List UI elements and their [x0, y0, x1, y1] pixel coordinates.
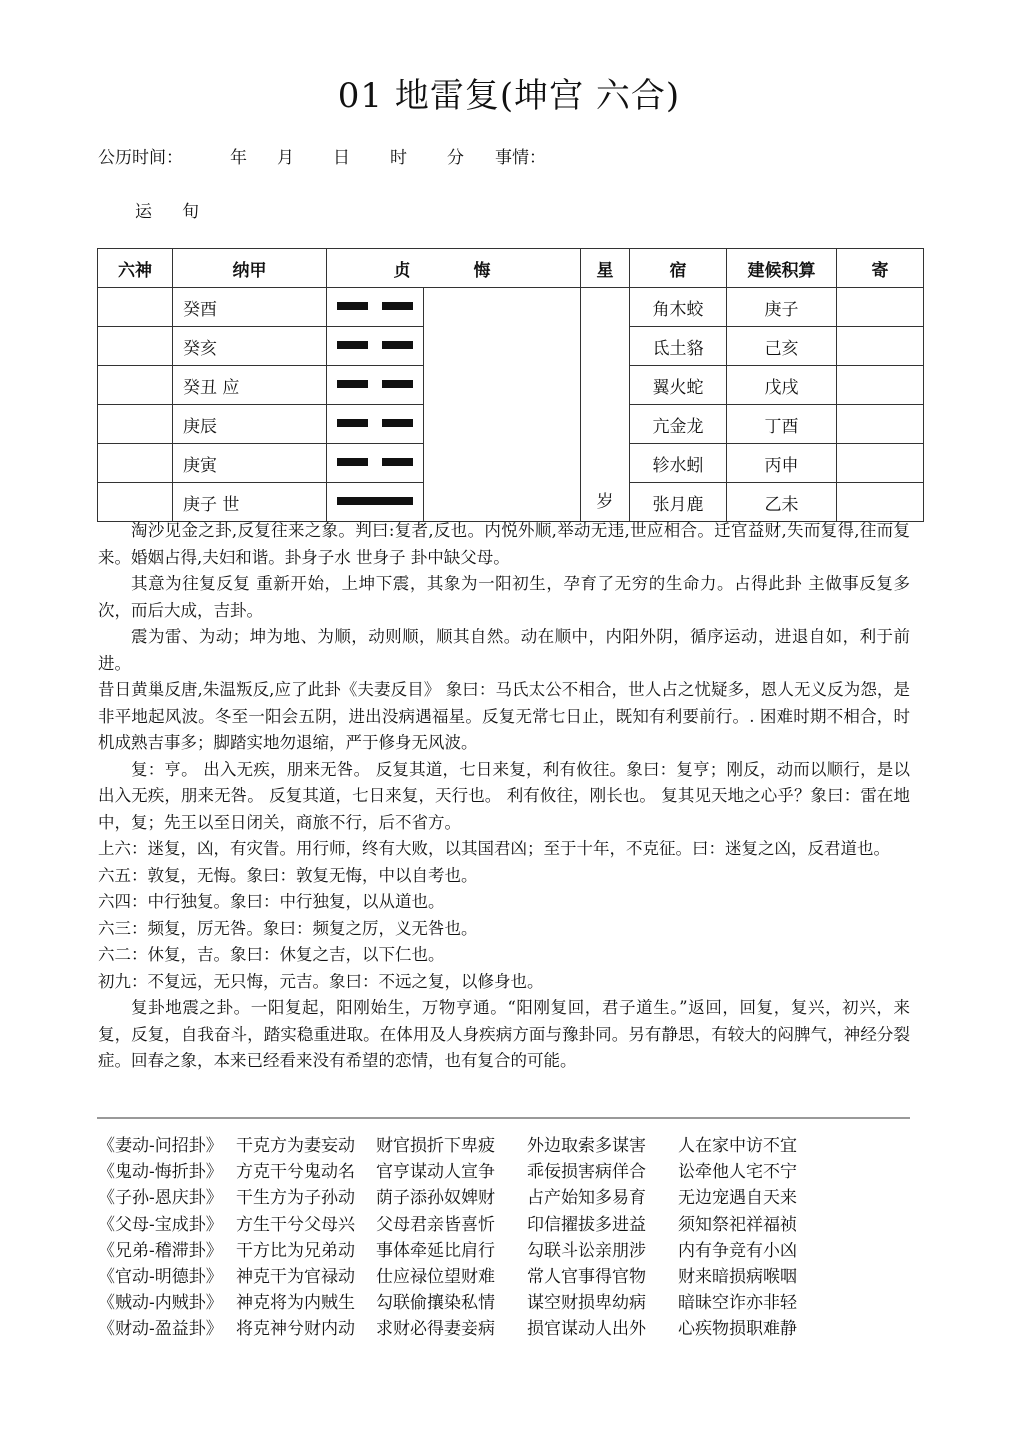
verse-table [98, 1133, 828, 1343]
verse-line: 勾联偷攘染私情 [376, 1293, 495, 1314]
section-divider [97, 1117, 910, 1119]
verse-title: 《父母-宝成卦》 [98, 1214, 223, 1235]
verse-line: 无边宠遇自天来 [678, 1188, 797, 1209]
liushen-cell [98, 405, 173, 444]
yang-line [337, 497, 409, 507]
verse-line: 方克干兮鬼动名 [236, 1162, 355, 1183]
yin-line [337, 302, 409, 312]
minute-label: 分 [447, 148, 464, 168]
yin-line-segment [337, 458, 368, 466]
verse-line: 损官谋动人出外 [527, 1319, 646, 1340]
xiu-cell: 张月鹿 [630, 483, 727, 522]
table-header-row [98, 249, 924, 288]
hexagram-table [97, 248, 924, 522]
yin-line-segment [382, 302, 413, 310]
verse-row [98, 1133, 828, 1159]
commentary-paragraph: 复：亨。 出入无疾，朋来无咎。 反复其道，七日来复，利有攸往。象曰：复亨；刚反，动而以顺行，是以出入无疾，朋来无咎。 反复其道，七日来复，天行也。 利有攸往，刚长也。 复其见天地之心乎？象曰：雷在地中，复；先王以至日闭关，商旅不行，后不省方。 [98, 759, 910, 832]
table-row [98, 288, 924, 327]
yin-line-segment [337, 419, 368, 427]
ji-cell [837, 366, 924, 405]
header-zhen: 贞 [393, 260, 411, 281]
matter-label: 事情： [495, 148, 546, 168]
verse-row [98, 1185, 828, 1211]
verse-line: 心疾物损职难静 [678, 1319, 797, 1340]
yao-cell [327, 327, 424, 366]
verse-line: 将克神兮财内动 [236, 1319, 355, 1340]
yin-line [337, 458, 409, 468]
yin-line-segment [337, 341, 368, 349]
commentary-paragraph: 复卦地震之卦。一阳复起，阳刚始生，万物亨通。“阳刚复回，君子道生。”返回，回复，复兴，初兴，来复，反复，自我奋斗，踏实稳重进取。在体用及人身疾病方面与豫卦同。另有静思，有较大的闷脾气，神经分裂症。回春之象，本来已经看来没有希望的恋情，也有复合的可能。 [98, 998, 910, 1070]
verse-line: 人在家中访不宜 [678, 1136, 797, 1156]
yao-cell [327, 405, 424, 444]
verse-title: 《官动-明德卦》 [98, 1267, 223, 1288]
yin-line [337, 341, 409, 351]
yin-line-segment [337, 380, 368, 388]
yun-label: 运 [135, 202, 152, 222]
jianhou-cell: 丁酉 [727, 405, 837, 444]
commentary-paragraph: 昔日黄巢反唐,朱温叛反,应了此卦《夫妻反目》 象曰：马氏太公不相合，世人占之忧疑多，恩人无义反为怨，是非平地起风波。冬至一阳会五阴，进出没病遇福星。反复无常七日止，既知有利要前行。. 困难时期不相合，时机成熟吉事多；脚踏实地勿退缩，严于修身无风波。 [98, 680, 910, 752]
yao-cell [327, 288, 424, 327]
verse-line: 求财必得妻妾病 [376, 1319, 495, 1340]
hour-label: 时 [390, 148, 407, 168]
liushen-cell [98, 366, 173, 405]
yin-line-segment [382, 341, 413, 349]
najia-cell: 庚子 世 [173, 483, 327, 522]
verse-line: 方生干兮父母兴 [236, 1214, 355, 1235]
yang-line-segment [337, 497, 413, 505]
liushen-cell [98, 483, 173, 522]
hui-blank-cell [424, 288, 581, 522]
jianhou-cell: 庚子 [727, 288, 837, 327]
jianhou-cell: 乙未 [727, 483, 837, 522]
verse-line: 乖佞损害病佯合 [527, 1162, 646, 1183]
yin-line-segment [337, 302, 368, 310]
najia-cell: 癸亥 [173, 327, 327, 366]
xiu-cell: 氐土貉 [630, 327, 727, 366]
verse-title: 《鬼动-悔折卦》 [98, 1162, 223, 1183]
ji-cell [837, 405, 924, 444]
yin-line-segment [382, 380, 413, 388]
ji-cell [837, 327, 924, 366]
header-liushen: 六神 [98, 249, 173, 288]
liushen-cell [98, 327, 173, 366]
header-hui: 悔 [473, 260, 491, 281]
commentary-paragraph: 六二：休复，吉。象曰：休复之吉，以下仁也。 [98, 945, 445, 964]
verse-line: 事体牵延比肩行 [376, 1240, 495, 1261]
header-ji: 寄 [837, 249, 924, 288]
ji-cell [837, 483, 924, 522]
commentary-paragraph: 六四：中行独复。象曰：中行独复，以从道也。 [98, 892, 445, 911]
year-label: 年 [230, 148, 247, 168]
verse-line: 占产始知多易育 [527, 1188, 646, 1209]
verse-title: 《兄弟-稽滞卦》 [98, 1240, 223, 1261]
liushen-cell [98, 444, 173, 483]
ji-cell [837, 444, 924, 483]
yin-line-segment [382, 458, 413, 466]
header-zhenhui [327, 249, 581, 288]
verse-line: 外边取索多谋害 [527, 1136, 646, 1156]
calendar-label: 公历时间： [98, 148, 183, 168]
header-star: 星 [581, 249, 630, 288]
verse-row [98, 1159, 828, 1185]
verse-line: 须知祭祀祥福祯 [678, 1214, 797, 1235]
commentary-paragraph: 初九：不复远，无只悔，元吉。象曰：不远之复，以修身也。 [98, 971, 544, 991]
verse-line: 勾联斗讼亲朋涉 [527, 1240, 646, 1261]
xun-label: 旬 [182, 202, 199, 222]
verse-line: 暗昧空诈亦非轻 [678, 1293, 797, 1314]
yao-cell [327, 483, 424, 522]
liushen-cell [98, 288, 173, 327]
verse-line: 父母君亲皆喜忻 [376, 1214, 495, 1235]
yin-line-segment [382, 419, 413, 427]
verse-line: 内有争竞有小凶 [678, 1240, 797, 1261]
verse-line: 神克将为内贼生 [236, 1293, 355, 1314]
verse-row [98, 1212, 828, 1238]
yao-cell [327, 444, 424, 483]
xiu-cell: 翼火蛇 [630, 366, 727, 405]
najia-cell: 癸丑 应 [173, 366, 327, 405]
yin-line [337, 380, 409, 390]
day-label: 日 [333, 148, 350, 168]
commentary-paragraph: 上六：迷复，凶，有灾眚。用行师，终有大败，以其国君凶；至于十年，不克征。曰：迷复之凶，反君道也。 [98, 839, 890, 858]
ji-cell [837, 288, 924, 327]
commentary-paragraph: 震为雷、为动；坤为地、为顺，动则顺，顺其自然。动在顺中，内阳外阴，循序运动，进退自如，利于前进。 [98, 627, 910, 673]
verse-title: 《财动-盈益卦》 [98, 1319, 223, 1340]
header-jianhou: 建候积算 [727, 249, 837, 288]
header-xiu: 宿 [630, 249, 727, 288]
verse-title: 《妻动-问招卦》 [98, 1136, 223, 1156]
verse-line: 官亨谋动人宣争 [376, 1162, 495, 1183]
verse-line: 谋空财损卑幼病 [527, 1293, 646, 1314]
verse-line: 财来暗损病喉咽 [678, 1267, 797, 1288]
verse-row [98, 1264, 828, 1290]
jianhou-cell: 戊戌 [727, 366, 837, 405]
commentary-paragraph: 淘沙见金之卦,反复往来之象。判曰:复者,反也。内悦外顺,举动无违,世应相合。迁官益财,失而复得,往而复来。婚姻占得,夫妇和谐。卦身子水 世身子 卦中缺父母。 [98, 521, 910, 567]
verse-line: 讼牵他人宅不宁 [678, 1162, 797, 1183]
xiu-cell: 轸水蚓 [630, 444, 727, 483]
commentary-paragraph: 六三：频复，厉无咎。象曰：频复之厉，义无咎也。 [98, 918, 478, 938]
verse-row [98, 1290, 828, 1316]
commentary-paragraph: 六五：敦复，无悔。象曰：敦复无悔，中以自考也。 [98, 865, 478, 885]
verse-row [98, 1316, 828, 1342]
verse-line: 干方比为兄弟动 [236, 1240, 355, 1261]
xiu-cell: 角木蛟 [630, 288, 727, 327]
commentary-text [98, 518, 910, 1075]
verse-title: 《子孙-恩庆卦》 [98, 1188, 223, 1209]
month-label: 月 [277, 148, 294, 168]
star-label: 岁 [596, 492, 614, 512]
jianhou-cell: 丙申 [727, 444, 837, 483]
verse-title: 《贼动-内贼卦》 [98, 1293, 223, 1314]
verse-line: 仕应禄位望财难 [376, 1267, 495, 1288]
verse-line: 干克方为妻妄动 [236, 1136, 355, 1156]
header-najia: 纳甲 [173, 249, 327, 288]
xiu-cell: 亢金龙 [630, 405, 727, 444]
verse-row [98, 1238, 828, 1264]
jianhou-cell: 己亥 [727, 327, 837, 366]
najia-cell: 癸酉 [173, 288, 327, 327]
commentary-paragraph: 其意为往复反复 重新开始，上坤下震，其象为一阳初生，孕育了无穷的生命力。占得此卦 主做事反复多次，而后大成，吉卦。 [98, 574, 910, 620]
verse-line: 财官损折下卑疲 [376, 1136, 495, 1156]
verse-line: 印信擢拔多进益 [527, 1214, 646, 1235]
najia-cell: 庚辰 [173, 405, 327, 444]
yin-line [337, 419, 409, 429]
verse-line: 常人官事得官物 [527, 1267, 646, 1288]
verse-line: 干生方为子孙动 [236, 1188, 355, 1209]
verse-line: 荫子添孙奴婢财 [376, 1188, 495, 1209]
najia-cell: 庚寅 [173, 444, 327, 483]
yao-cell [327, 366, 424, 405]
star-column-cell [581, 288, 630, 522]
page-title: 01 地雷复(坤宫 六合) [337, 76, 681, 116]
verse-line: 神克干为官禄动 [236, 1267, 355, 1288]
